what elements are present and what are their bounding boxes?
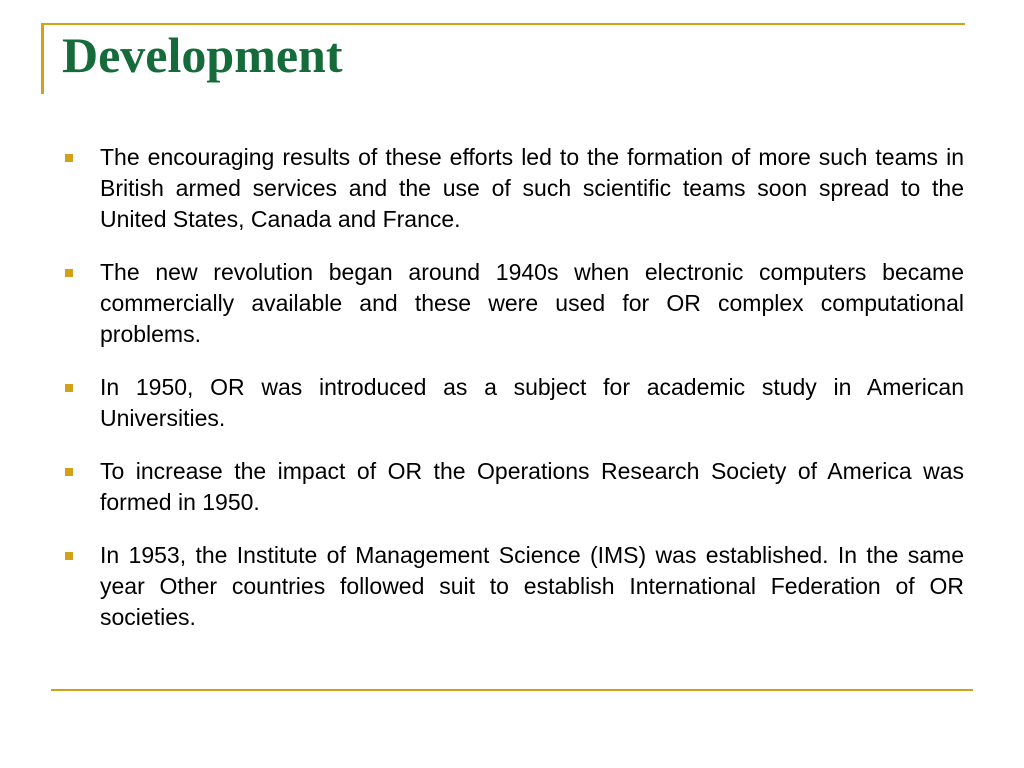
bullet-text: The encouraging results of these efforts led to the formation of more such teams in British armed services and the use of such scientific teams soon spread to the United States, Canada and France.: [100, 144, 964, 232]
bottom-rule: [51, 689, 973, 691]
bullet-item: [62, 456, 964, 518]
square-bullet-icon: [65, 552, 73, 560]
square-bullet-icon: [65, 468, 73, 476]
bullet-text: The new revolution began around 1940s when electronic computers became commercially available and these were used for OR complex computational problems.: [100, 259, 964, 347]
bullet-text: To increase the impact of OR the Operations Research Society of America was formed in 1950.: [100, 458, 964, 515]
bullet-item: [62, 142, 964, 235]
title-left-accent-bar: [41, 23, 44, 94]
slide-title: Development: [62, 27, 343, 83]
square-bullet-icon: [65, 154, 73, 162]
bullet-text: In 1950, OR was introduced as a subject for academic study in American Universities.: [100, 374, 964, 431]
bullet-text: In 1953, the Institute of Management Science (IMS) was established. In the same year Other countries followed suit to establish International Federation of OR societies.: [100, 542, 964, 630]
square-bullet-icon: [65, 269, 73, 277]
bullet-item: [62, 540, 964, 633]
bullet-list: [62, 142, 964, 655]
bullet-item: [62, 257, 964, 350]
square-bullet-icon: [65, 384, 73, 392]
bullet-item: [62, 372, 964, 434]
